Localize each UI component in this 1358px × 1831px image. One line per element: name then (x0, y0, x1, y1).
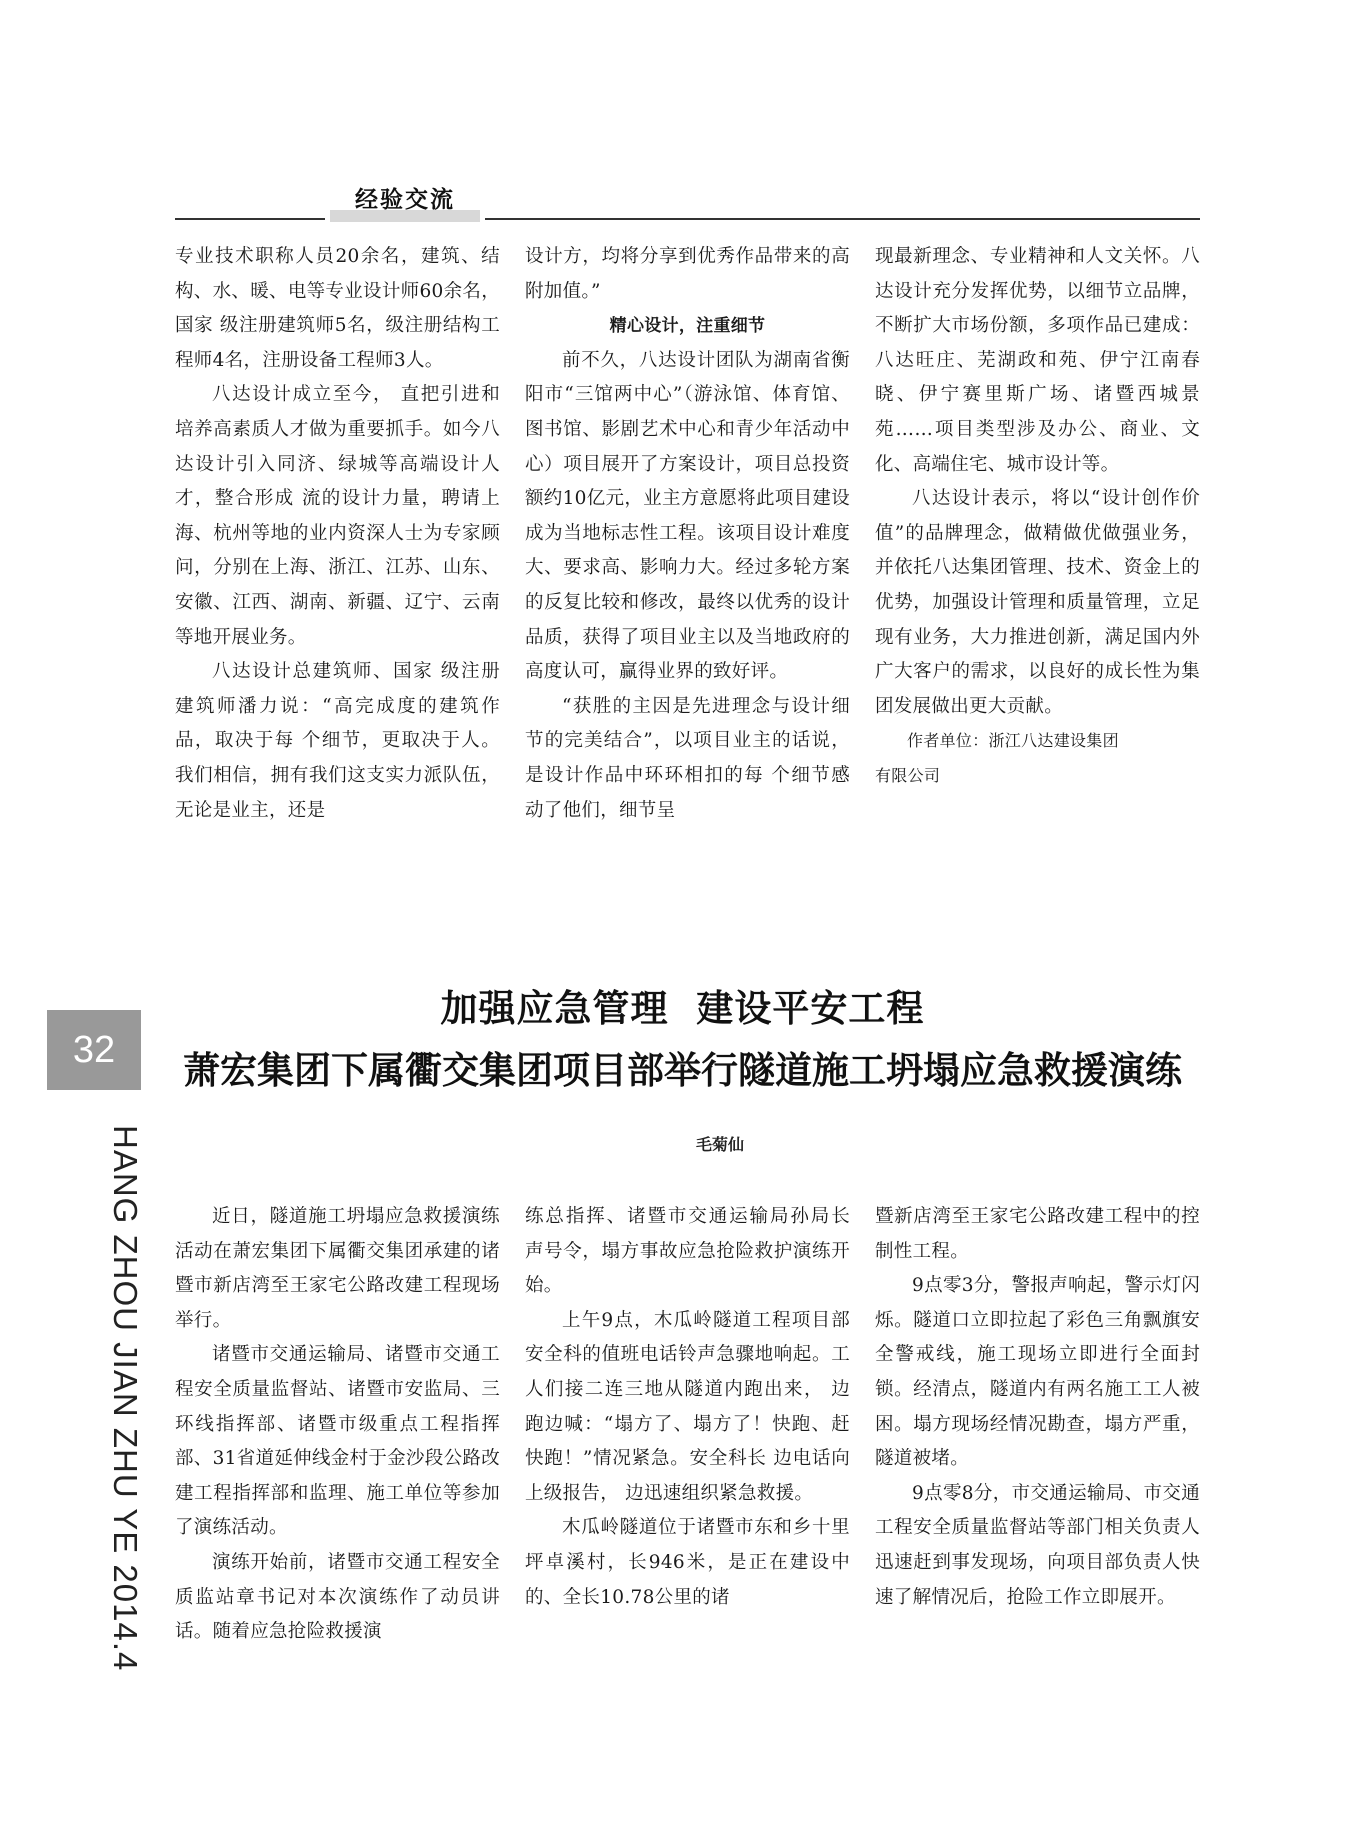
top-col3-lead: 现最新理念、专业精神和人文关怀。八达设计充分发挥优势，以细节立品牌，不断扩大市场份额，多项作品已建成：八达旺庄、芜湖政和苑、伊宁江南春晓、伊宁赛里斯广场、诸暨西城景苑……项目类型涉及办公、商业、文化、高端住宅、城市设计等。 (875, 246, 1200, 475)
article-byline: 毛菊仙 (695, 1135, 744, 1154)
top-col2-lead: 设计方，均将分享到优秀作品带来的高附加值。” (525, 246, 850, 302)
article-col3-para-2: 9点零8分，市交通运输局、市交通工程安全质量监督站等部门相关负责人迅速赶到事发现场，向项目部负责人快速了解情况后，抢险工作立即展开。 (875, 1482, 1200, 1608)
page-number: 32 (47, 1010, 141, 1090)
article-column-3 (875, 1200, 1200, 1615)
article-col1-para-3: 演练开始前，诸暨市交通工程安全质监站章书记对本次演练作了动员讲话。随着应急抢险救援演 (175, 1551, 500, 1643)
article-col3-para-1: 9点零3分，警报声响起，警示灯闪烁。隧道口立即拉起了彩色三角飘旗安全警戒线，施工现场立即进行全面封锁。经清点，隧道内有两名施工工人被困。塌方现场经情况勘查，塌方严重，隧道被堵。 (875, 1275, 1200, 1470)
top-column-3 (875, 240, 1200, 794)
top-col2-para-1: 前不久，八达设计团队为湖南省衡阳市“三馆两中心”（游泳馆、体育馆、图书馆、影剧艺术中心和青少年活动中心）项目展开了方案设计，项目总投资额约10亿元，业主方意愿将此项目建设成为当地标志性工程。该项目设计难度大、要求高、影响力大。经过多轮方案的反复比较和修改，最终以优秀的设计品质，获得了项目业主以及当地政府的高度认可，赢得业界的致好评。 (525, 349, 850, 683)
journal-name-vertical: HANG ZHOU JIAN ZHU YE 2014.4 (107, 1125, 144, 1672)
header-rule-right (485, 218, 1200, 220)
article-col1-para-2: 诸暨市交通运输局、诸暨市交通工程安全质量监督站、诸暨市安监局、三环线指挥部、诸暨市级重点工程指挥部、31省道延伸线金村于金沙段公路改建工程指挥部和监理、施工单位等参加了演练活动。 (175, 1344, 500, 1539)
section-header (175, 180, 1200, 220)
article-col2-para-1: 上午9点，木瓜岭隧道工程项目部安全科的值班电话铃声急骤地响起。工人们接二连三地从隧道内跑出来， 边跑边喊：“塌方了、塌方了！快跑、赶快跑！”情况紧急。安全科长 边电话向上级报告， 边迅速组织紧急救援。 (525, 1309, 850, 1504)
article-col1-para-1: 近日，隧道施工坍塌应急救援演练活动在萧宏集团下属衢交集团承建的诸暨市新店湾至王家宅公路改建工程现场举行。 (175, 1206, 500, 1331)
article-col3-lead: 暨新店湾至王家宅公路改建工程中的控制性工程。 (875, 1206, 1200, 1262)
author-affiliation: 作者单位：浙江八达建设集团 (907, 731, 1119, 751)
article-col2-lead: 练总指挥、诸暨市交通运输局孙局长 声号令，塌方事故应急抢险救护演练开始。 (525, 1206, 850, 1297)
article-headline-1: 加强应急管理 建设平安工程 (440, 986, 925, 1030)
top-col1-para-1: 专业技术职称人员20余名，建筑、结构、水、暖、电等专业设计师60余名，国家 级注册建筑师5名，级注册结构工程师4名，注册设备工程师3人。 (175, 246, 500, 371)
top-col2-subheading: 精心设计，注重细节 (609, 316, 766, 337)
section-title: 经验交流 (355, 187, 455, 213)
top-col3-para-1: 八达设计表示，将以“设计创作价值”的品牌理念，做精做优做强业务， 并依托八达集团管理、技术、资金上的优势，加强设计管理和质量管理，立足现有业务，大力推进创新，满足国内外广大客户的需求，以良好的成长性为集团发展做出更大贡献。 (875, 488, 1200, 717)
article-col2-para-2: 木瓜岭隧道位于诸暨市东和乡十里坪卓溪村，长946米，是正在建设中的、全长10.78公里的诸 (525, 1517, 850, 1608)
top-col1-para-3: 八达设计总建筑师、国家 级注册建筑师潘力说：“高完成度的建筑作品，取决于每 个细节，更取决于人。我们相信，拥有我们这支实力派队伍，无论是业主，还是 (175, 661, 500, 821)
top-column-1 (175, 240, 500, 828)
header-rule-left (175, 218, 325, 220)
top-col1-para-2: 八达设计成立至今， 直把引进和培养高素质人才做为重要抓手。如今八达设计引入同济、绿城等高端设计人才，整合形成 流的设计力量，聘请上海、杭州等地的业内资深人士为专家顾问，分别在上海、浙江、江苏、山东、安徽、江西、湖南、新疆、辽宁、云南等地开展业务。 (175, 384, 500, 648)
article-headline-2: 萧宏集团下属衢交集团项目部举行隧道施工坍塌应急救援演练 (183, 1048, 1182, 1092)
top-col2-para-2: “获胜的主因是先进理念与设计细节的完美结合”，以项目业主的话说，是设计作品中环环相扣的每 个细节感动了他们，细节呈 (525, 695, 850, 821)
article-column-2 (525, 1200, 850, 1615)
article-column-1 (175, 1200, 500, 1650)
top-column-2 (525, 240, 850, 828)
author-affiliation-cont: 有限公司 (875, 765, 941, 785)
